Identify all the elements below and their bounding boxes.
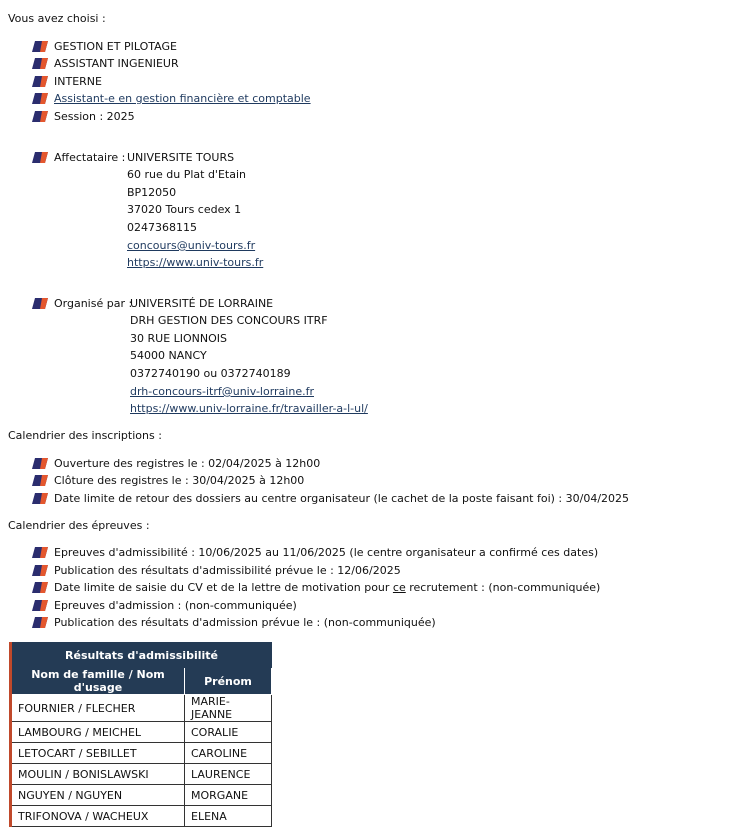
- affectataire-address: 37020 Tours cedex 1: [127, 203, 242, 216]
- affectataire-label: Affectataire :: [54, 151, 126, 164]
- affectataire-address: 60 rue du Plat d'Etain: [127, 168, 246, 181]
- column-header-name: Nom de famille / Nom d'usage: [11, 668, 185, 695]
- organisateur-dept: DRH GESTION DES CONCOURS ITRF: [130, 314, 328, 327]
- cell-firstname: MARIE-JEANNE: [185, 695, 272, 722]
- pencil-bullet-icon: [32, 76, 48, 87]
- table-row: [11, 743, 272, 764]
- cell-firstname: ELENA: [185, 806, 272, 827]
- cell-name: NGUYEN / NGUYEN: [11, 785, 185, 806]
- cell-firstname: CORALIE: [185, 722, 272, 743]
- pencil-bullet-icon: [32, 547, 48, 558]
- job-title-link[interactable]: Assistant-e en gestion financière et comptable: [54, 92, 311, 105]
- pencil-bullet-icon: [32, 582, 48, 593]
- cv-deadline-text: Date limite de saisie du CV et de la lettre de motivation pour: [54, 581, 393, 594]
- organisateur-name: UNIVERSITÉ DE LORRAINE: [130, 297, 274, 310]
- table-row: [11, 785, 272, 806]
- organisateur-address: 30 RUE LIONNOIS: [130, 332, 228, 345]
- inscriptions-title: Calendrier des inscriptions :: [8, 429, 162, 442]
- pencil-bullet-icon: [32, 298, 48, 309]
- affectataire-email-link[interactable]: concours@univ-tours.fr: [127, 239, 256, 252]
- epreuve-date: Publication des résultats d'admission prévue le : (non-communiquée): [54, 616, 436, 629]
- inscription-date: Clôture des registres le : 30/04/2025 à 12h00: [54, 474, 305, 487]
- results-caption: Résultats d'admissibilité: [11, 643, 272, 668]
- pencil-bullet-icon: [32, 111, 48, 122]
- cell-name: LAMBOURG / MEICHEL: [11, 722, 185, 743]
- inscription-date: Date limite de retour des dossiers au centre organisateur (le cachet de la poste faisant foi) : 30/04/2025: [54, 492, 630, 505]
- pencil-bullet-icon: [32, 493, 48, 504]
- affectataire-website-link[interactable]: https://www.univ-tours.fr: [127, 256, 264, 269]
- intro-text: Vous avez choisi :: [8, 12, 106, 25]
- results-table: [9, 642, 272, 827]
- affectataire-name: UNIVERSITE TOURS: [127, 151, 235, 164]
- session-item: Session : 2025: [54, 110, 135, 123]
- cv-deadline-ce: ce: [392, 581, 406, 594]
- pencil-bullet-icon: [32, 475, 48, 486]
- organisateur-website-link[interactable]: https://www.univ-lorraine.fr/travailler-a-l-ul/: [130, 402, 368, 415]
- pencil-bullet-icon: [32, 58, 48, 69]
- affectataire-address: BP12050: [127, 186, 177, 199]
- epreuve-date: Epreuves d'admission : (non-communiquée): [54, 599, 297, 612]
- choice-item: INTERNE: [54, 75, 102, 88]
- cell-name: FOURNIER / FLECHER: [11, 695, 185, 722]
- cell-firstname: LAURENCE: [185, 764, 272, 785]
- table-row: [11, 806, 272, 827]
- epreuves-title: Calendrier des épreuves :: [8, 519, 150, 532]
- choice-item: GESTION ET PILOTAGE: [54, 40, 177, 53]
- epreuve-date: Publication des résultats d'admissibilité prévue le : 12/06/2025: [54, 564, 401, 577]
- table-row: [11, 695, 272, 722]
- pencil-bullet-icon: [32, 600, 48, 611]
- column-header-firstname: Prénom: [185, 668, 272, 695]
- pencil-bullet-icon: [32, 458, 48, 469]
- cv-deadline-rest: recrutement : (non-communiquée): [405, 581, 601, 594]
- pencil-bullet-icon: [32, 93, 48, 104]
- table-row: [11, 764, 272, 785]
- pencil-bullet-icon: [32, 41, 48, 52]
- table-row: [11, 722, 272, 743]
- inscription-date: Ouverture des registres le : 02/04/2025 à 12h00: [54, 457, 321, 470]
- cell-name: MOULIN / BONISLAWSKI: [11, 764, 185, 785]
- epreuve-date: [54, 581, 600, 594]
- organisateur-email-link[interactable]: drh-concours-itrf@univ-lorraine.fr: [130, 385, 314, 398]
- pencil-bullet-icon: [32, 565, 48, 576]
- epreuve-date: Epreuves d'admissibilité : 10/06/2025 au 11/06/2025 (le centre organisateur a confirmé ces dates): [54, 546, 599, 559]
- cell-firstname: CAROLINE: [185, 743, 272, 764]
- cell-name: TRIFONOVA / WACHEUX: [11, 806, 185, 827]
- cell-firstname: MORGANE: [185, 785, 272, 806]
- pencil-bullet-icon: [32, 152, 48, 163]
- organisateur-label: Organisé par :: [54, 297, 133, 310]
- affectataire-phone: 0247368115: [127, 221, 197, 234]
- cell-name: LETOCART / SEBILLET: [11, 743, 185, 764]
- organisateur-address: 54000 NANCY: [130, 349, 207, 362]
- choice-item: ASSISTANT INGENIEUR: [54, 57, 179, 70]
- organisateur-phone: 0372740190 ou 0372740189: [130, 367, 291, 380]
- pencil-bullet-icon: [32, 617, 48, 628]
